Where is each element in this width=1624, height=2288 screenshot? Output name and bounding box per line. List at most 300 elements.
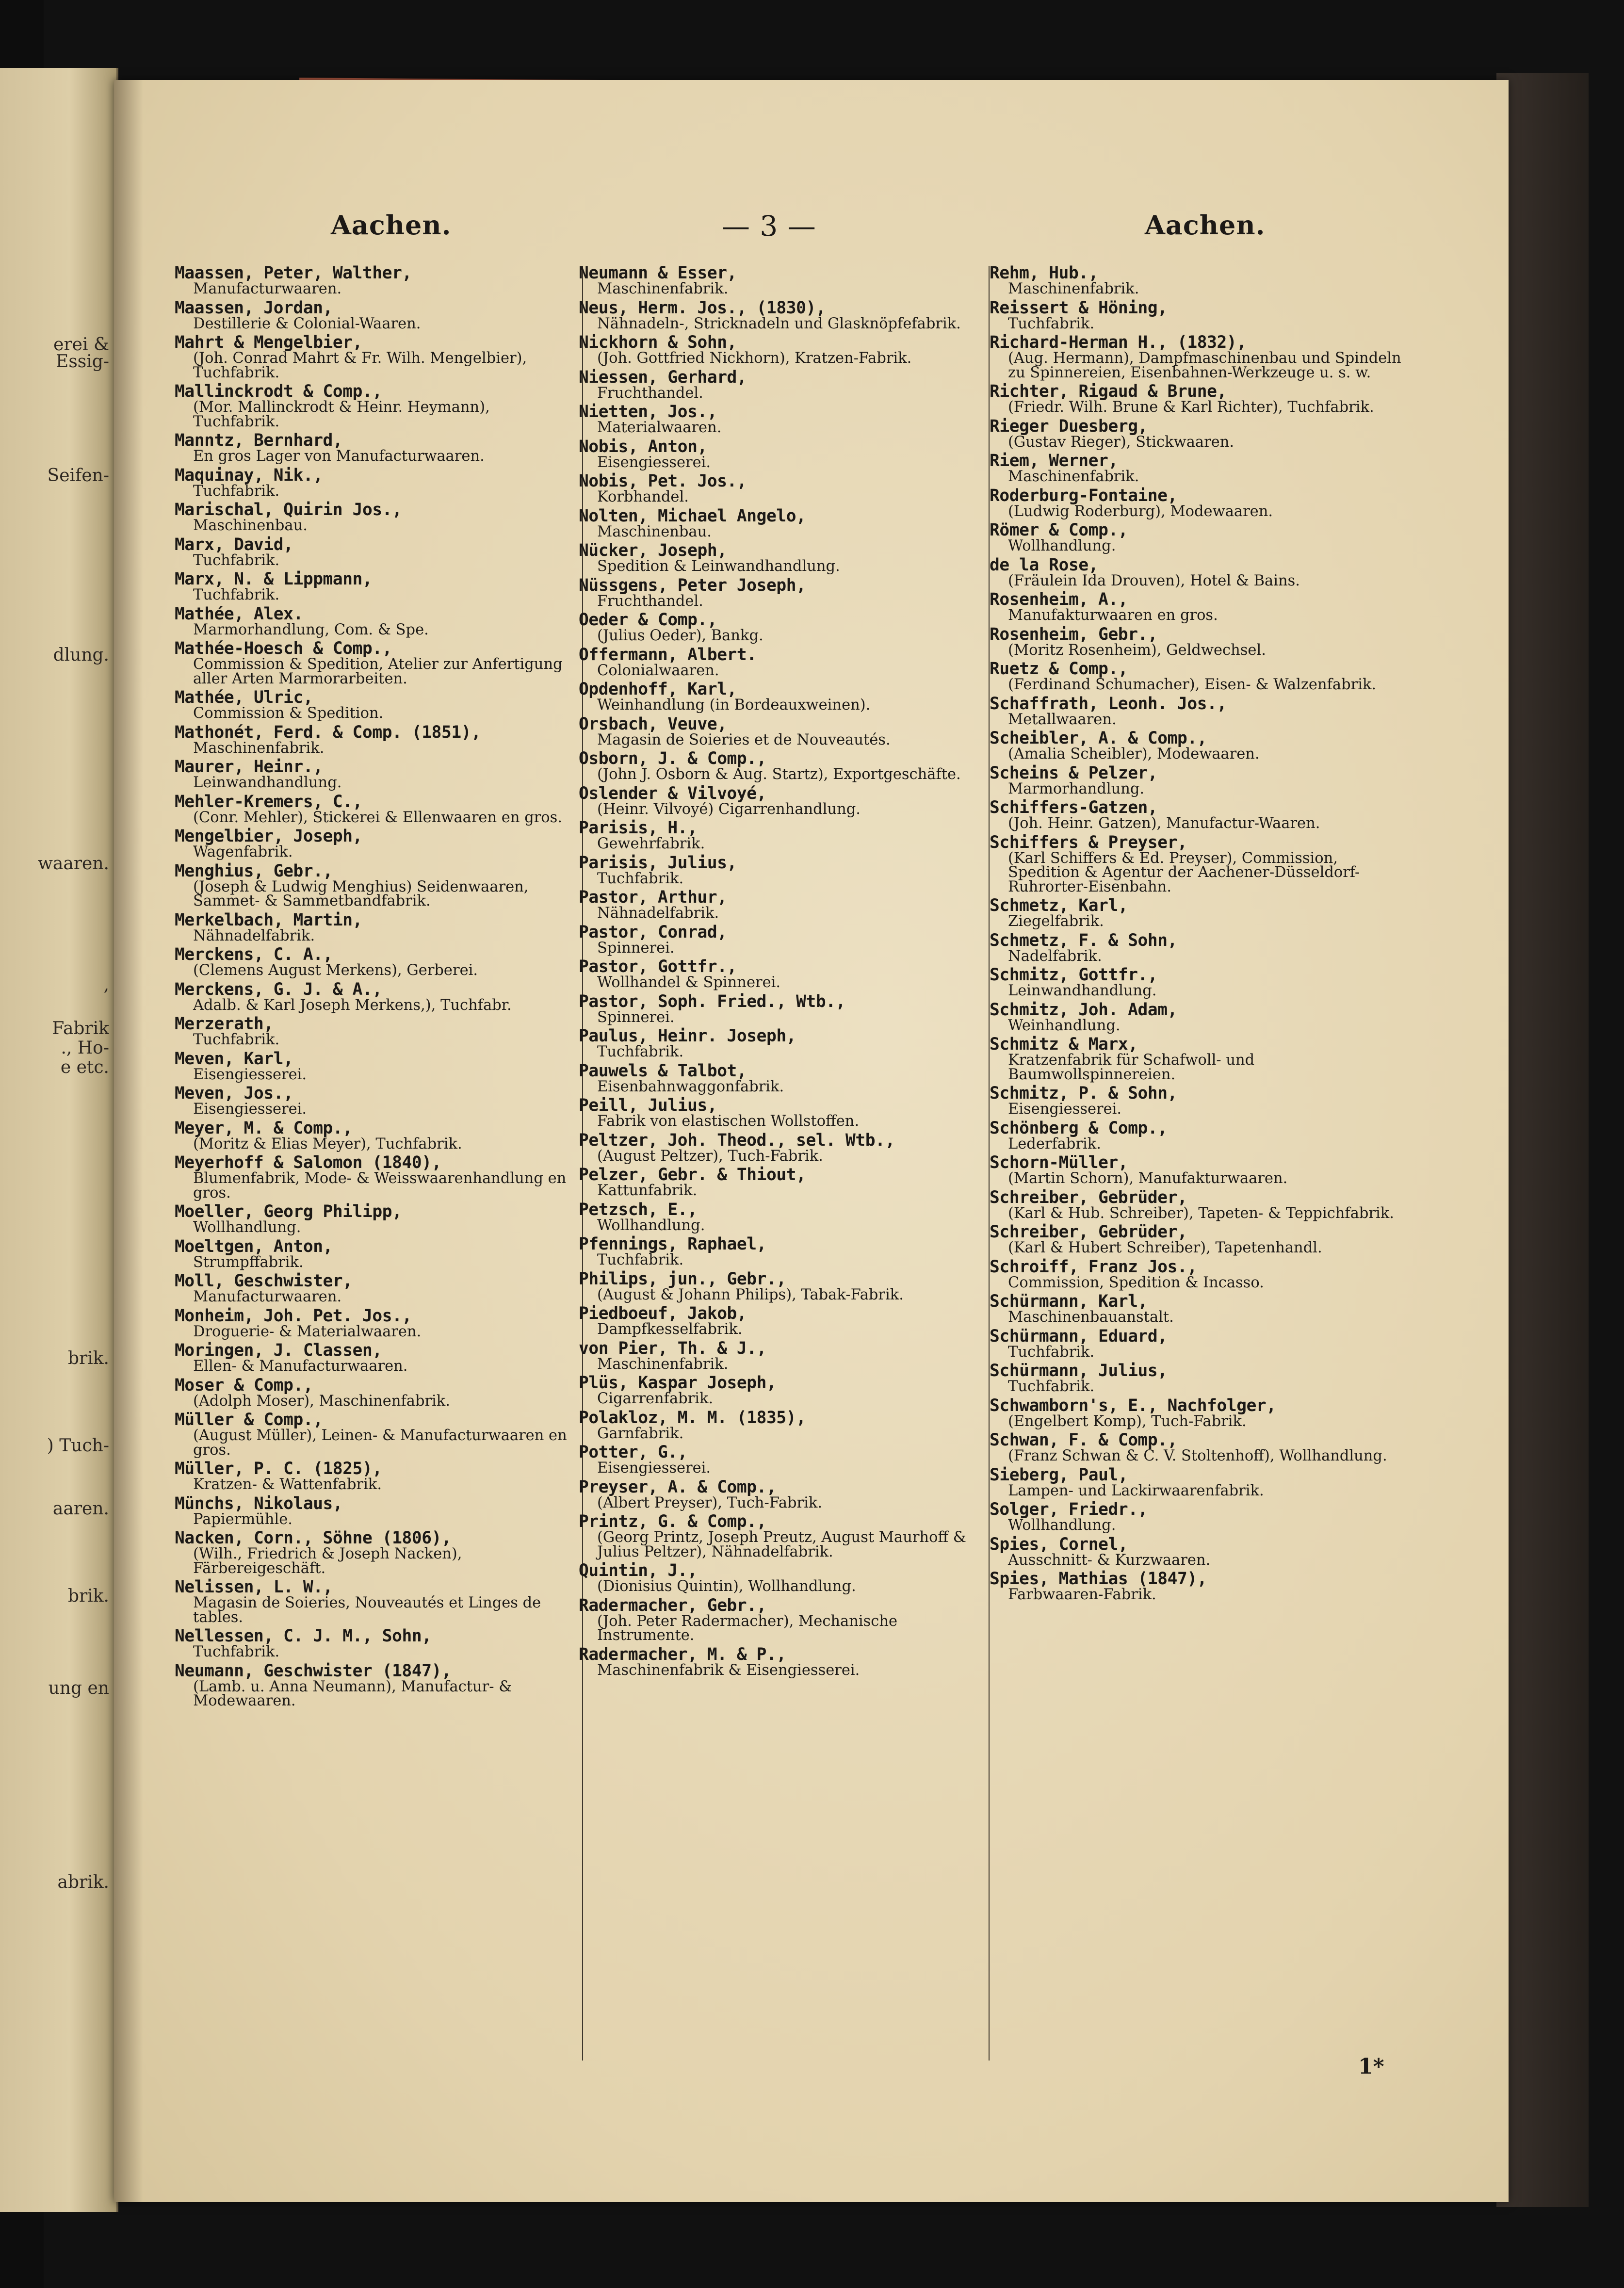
firm-name: de la Rose, [990,555,1099,575]
directory-entry [579,1409,978,1441]
directory-entry [175,689,575,721]
firm-description: (Engelbert Komp), Tuch-Fabrik. [1008,1412,1247,1430]
directory-entry [175,640,575,686]
firm-name: Marx, N. & Lippmann, [175,569,373,589]
firm-name: Müller, P. C. (1825), [175,1459,382,1478]
firm-description: Eisengiesserei. [1008,1101,1122,1118]
firm-description: (Lamb. u. Anna Neumann), Manufactur- & Modewaaren. [193,1678,512,1709]
firm-description: Wollhandlung. [193,1219,301,1236]
firm-description: Leinwandhandlung. [193,774,342,791]
firm-name: Pelzer, Gebr. & Thiout, [579,1165,806,1185]
directory-entry [990,660,1402,692]
firm-name: Printz, G. & Comp., [579,1512,767,1531]
previous-page-text-fragment: erei & [53,335,109,355]
directory-entry [579,854,978,886]
firm-name: Marx, David, [175,535,293,554]
directory-entry [175,1015,575,1047]
firm-name: Schmitz, Gottfr., [990,965,1158,985]
directory-entry [579,1305,978,1337]
firm-description: Spinnerei. [597,1008,675,1026]
firm-description: Colonialwaaren. [597,662,719,679]
firm-name: Orsbach, Veuve, [579,714,727,734]
firm-name: Nücker, Joseph, [579,541,727,560]
firm-description: (Moritz & Elias Meyer), Tuchfabrik. [193,1135,462,1152]
directory-entry [990,1570,1402,1602]
directory-entry [175,467,575,499]
directory-entry [579,819,978,851]
firm-name: Schorn-Müller, [990,1153,1128,1172]
firm-description: (Ferdinand Schumacher), Eisen- & Walzenfabrik. [1008,676,1377,693]
directory-entry [579,1513,978,1559]
directory-entry [579,1027,978,1059]
firm-description: (Karl & Hubert Schreiber), Tapetenhandl. [1008,1239,1322,1256]
firm-name: Meven, Karl, [175,1049,293,1069]
firm-description: Manufacturwaaren. [193,280,342,297]
firm-name: von Pier, Th. & J., [579,1338,767,1358]
firm-name: Oslender & Vilvoyé, [579,783,767,803]
firm-name: Offermann, Albert. [579,645,757,665]
firm-description: Maschinenbau. [597,523,712,540]
firm-description: Strumpffabrik. [193,1253,304,1271]
directory-entry [990,1189,1402,1221]
firm-name: Merckens, G. J. & A., [175,979,382,999]
firm-description: Metallwaaren. [1008,711,1117,728]
firm-description: Tuchfabrik. [597,1251,684,1268]
firm-name: Schwan, F. & Comp., [990,1430,1178,1450]
firm-name: Pastor, Gottfr., [579,957,737,976]
directory-entry [579,507,978,539]
directory-entry [990,897,1402,929]
firm-description: Tuchfabrik. [193,1643,280,1660]
firm-name: Münchs, Nikolaus, [175,1493,343,1513]
firm-name: Radermacher, Gebr., [579,1595,767,1615]
directory-entry [990,521,1402,553]
directory-entry [990,834,1402,894]
firm-name: Müller & Comp., [175,1410,323,1429]
directory-entry [579,299,978,331]
firm-name: Meyer, M. & Comp., [175,1118,353,1138]
previous-page-text-fragment: brik. [67,1348,109,1368]
firm-name: Piedboeuf, Jakob, [579,1304,747,1323]
firm-description: Eisenbahnwaggonfabrik. [597,1078,784,1095]
firm-name: Pfennings, Raphael, [579,1234,767,1254]
firm-description: Eisengiesserei. [193,1066,307,1083]
firm-description: (John J. Osborn & Aug. Startz), Exportgeschäfte. [597,766,961,783]
directory-entry [175,1342,575,1374]
previous-page-text-fragment: ) Tuch- [47,1436,109,1456]
firm-name: Pastor, Soph. Fried., Wtb., [579,991,846,1011]
firm-description: Maschinenfabrik. [1008,280,1139,297]
firm-description: (Martin Schorn), Manufakturwaaren. [1008,1170,1288,1187]
directory-entry [990,1328,1402,1360]
firm-name: Parisis, H., [579,818,698,838]
firm-description: (Amalia Scheibler), Modewaaren. [1008,746,1260,763]
firm-name: Moeller, Georg Philipp, [175,1202,402,1221]
directory-entry [990,966,1402,998]
firm-name: Polakloz, M. M. (1835), [579,1408,806,1428]
directory-entry [990,764,1402,796]
firm-description: Maschinenfabrik & Eisengiesserei. [597,1661,860,1679]
directory-entry [990,1120,1402,1152]
directory-entry [175,793,575,825]
firm-description: (Friedr. Wilh. Brune & Karl Richter), Tuchfabrik. [1008,399,1374,416]
page-number: — 3 — [722,210,816,243]
directory-entry [175,828,575,860]
directory-entry [175,724,575,756]
firm-description: Tuchfabrik. [1008,1343,1095,1361]
firm-description: Manufakturwaaren en gros. [1008,607,1218,624]
directory-entry [990,452,1402,484]
firm-name: Schönberg & Comp., [990,1118,1168,1138]
firm-description: Weinhandlung. [1008,1017,1121,1034]
directory-entry [990,418,1402,450]
firm-description: Eisengiesserei. [597,454,711,471]
directory-entry [990,264,1402,296]
directory-entry [579,1166,978,1198]
directory-entry [990,1293,1402,1325]
firm-description: Tuchfabrik. [597,1043,684,1060]
firm-name: Rosenheim, Gebr., [990,624,1158,644]
firm-description: Droguerie- & Materialwaaren. [193,1323,422,1340]
directory-entry [175,1120,575,1152]
firm-name: Schmitz, P. & Sohn, [990,1084,1178,1103]
firm-description: (Wilh., Friedrich & Joseph Nacken), Färbereigeschäft. [193,1545,462,1577]
firm-description: (Gustav Rieger), Stickwaaren. [1008,433,1234,451]
firm-name: Nobis, Pet. Jos., [579,471,747,491]
previous-page-text-fragment: , [103,975,109,995]
directory-entry [175,1050,575,1082]
directory-entry [175,1627,575,1659]
directory-entry [175,536,575,568]
directory-entry [990,383,1402,415]
firm-name: Merzerath, [175,1014,274,1034]
firm-description: Wollhandlung. [1008,1517,1116,1534]
firm-description: Maschinenbau. [193,517,308,534]
firm-description: Tuchfabrik. [193,1031,280,1048]
directory-entry [579,993,978,1025]
firm-name: Sieberg, Paul, [990,1465,1128,1485]
directory-entry [990,730,1402,762]
directory-entry [579,1062,978,1094]
firm-name: Marischal, Quirin Jos., [175,500,402,519]
firm-name: Merkelbach, Martin, [175,910,363,930]
directory-entry [175,946,575,978]
firm-description: (Franz Schwan & C. V. Stoltenhoff), Wollhandlung. [1008,1447,1387,1464]
firm-description: (Joh. Gottfried Nickhorn), Kratzen-Fabrik. [597,350,912,367]
firm-description: Tuchfabrik. [193,482,280,500]
firm-description: Ziegelfabrik. [1008,913,1104,930]
firm-description: Weinhandlung (in Bordeauxweinen). [597,697,871,714]
directory-entry [990,1223,1402,1255]
firm-description: Tuchfabrik. [597,870,684,887]
firm-description: Leinwandhandlung. [1008,982,1157,999]
previous-page-text-fragment: ung en [48,1678,109,1698]
firm-name: Schaffrath, Leonh. Jos., [990,694,1227,714]
directory-entry [175,862,575,909]
directory-entry [579,403,978,435]
firm-name: Scheins & Pelzer, [990,763,1158,783]
firm-description: Manufacturwaaren. [193,1288,342,1305]
firm-name: Moll, Geschwister, [175,1271,353,1291]
firm-name: Nellessen, C. J. M., Sohn, [175,1626,432,1646]
firm-description: Kratzenfabrik für Schafwoll- und Baumwollspinnereien. [1008,1052,1255,1083]
firm-name: Plüs, Kaspar Joseph, [579,1373,777,1393]
firm-name: Schmetz, Karl, [990,896,1128,915]
directory-entry [579,577,978,609]
directory-entry [990,1536,1402,1568]
directory-entry [579,334,978,366]
firm-name: Riem, Werner, [990,451,1118,471]
firm-description: Tuchfabrik. [193,586,280,603]
firm-name: Maquinay, Nik., [175,465,323,485]
firm-description: (Fräulein Ida Drouven), Hotel & Bains. [1008,572,1300,589]
firm-description: Tuchfabrik. [1008,315,1095,332]
firm-description: (Georg Printz, Joseph Preutz, August Maurhoff & Julius Peltzer), Nähnadelfabrik. [597,1529,966,1560]
firm-name: Mehler-Kremers, C., [175,792,363,811]
firm-name: Parisis, Julius, [579,853,737,873]
firm-name: Reissert & Höning, [990,298,1168,318]
firm-name: Spies, Cornel, [990,1534,1128,1554]
directory-entry [175,1154,575,1200]
directory-entry [175,264,575,296]
firm-description: Kratzen- & Wattenfabrik. [193,1476,382,1493]
firm-description: Commission, Spedition & Incasso. [1008,1274,1264,1291]
directory-entry [579,646,978,678]
firm-name: Manntz, Bernhard, [175,431,343,450]
firm-name: Moser & Comp., [175,1375,313,1395]
firm-name: Paulus, Heinr. Joseph, [579,1026,796,1046]
firm-name: Meyerhoff & Salomon (1840), [175,1153,442,1172]
directory-entry [175,1495,575,1527]
firm-description: (Moritz Rosenheim), Geldwechsel. [1008,641,1266,659]
directory-entry [990,799,1402,831]
previous-page-text-fragment: Seifen- [47,466,109,486]
previous-page-text-fragment: waaren. [38,854,109,874]
firm-description: (Heinr. Vilvoyé) Cigarrenhandlung. [597,800,861,818]
firm-name: Rosenheim, A., [990,590,1128,609]
firm-name: Moringen, J. Classen, [175,1341,382,1360]
firm-name: Mengelbier, Joseph, [175,827,363,846]
directory-entry [175,1085,575,1117]
directory-entry [579,1270,978,1302]
directory-entry [579,472,978,504]
firm-name: Schürmann, Karl, [990,1292,1148,1311]
directory-column-3 [990,264,1402,1605]
running-head-left: Aachen. [331,210,452,241]
firm-description: (Karl & Hub. Schreiber), Tapeten- & Teppichfabrik. [1008,1204,1394,1222]
firm-name: Schmitz, Joh. Adam, [990,1000,1178,1020]
firm-name: Mathée-Hoesch & Comp., [175,639,392,658]
directory-entry [990,1431,1402,1463]
firm-description: Materialwaaren. [597,419,722,436]
firm-description: Dampfkesselfabrik. [597,1321,743,1338]
directory-entry [175,1377,575,1409]
firm-name: Ruetz & Comp., [990,659,1128,679]
previous-page-text-fragment: abrik. [57,1872,109,1892]
directory-entry [579,1235,978,1267]
firm-name: Meven, Jos., [175,1084,293,1103]
directory-entry [175,570,575,602]
directory-entry [579,611,978,643]
firm-name: Mathée, Alex. [175,604,303,624]
directory-entry [175,1307,575,1339]
firm-description: (August Peltzer), Tuch-Fabrik. [597,1147,823,1165]
directory-entry [990,1085,1402,1117]
firm-name: Nickhorn & Sohn, [579,333,737,352]
previous-page-text-fragment: aaren. [52,1499,109,1519]
firm-name: Peltzer, Joh. Theod., sel. Wtb., [579,1130,895,1150]
directory-entry [579,1478,978,1510]
directory-entry [579,264,978,296]
directory-entry [175,1529,575,1575]
directory-entry [175,1203,575,1235]
directory-entry [579,958,978,990]
directory-entry [990,1501,1402,1533]
signature-mark: 1* [1358,2054,1384,2079]
firm-name: Roderburg-Fontaine, [990,486,1178,505]
firm-description: Fruchthandel. [597,384,703,402]
directory-entry [990,1154,1402,1186]
firm-name: Niessen, Gerhard, [579,367,747,387]
firm-description: Tuchfabrik. [1008,1378,1095,1395]
directory-entry [990,1001,1402,1033]
firm-description: Lederfabrik. [1008,1135,1101,1152]
firm-description: Tuchfabrik. [193,552,280,569]
firm-name: Moeltgen, Anton, [175,1236,333,1256]
directory-entry [579,1562,978,1594]
firm-name: Rehm, Hub., [990,263,1099,283]
firm-name: Philips, jun., Gebr., [579,1269,786,1289]
firm-name: Schreiber, Gebrüder, [990,1222,1187,1242]
firm-description: (Clemens August Merkens), Gerberei. [193,962,478,979]
firm-description: (August Müller), Leinen- & Manufacturwaaren en gros. [193,1427,567,1459]
firm-description: Wollhandlung. [597,1217,705,1234]
firm-description: (Joh. Peter Radermacher), Mechanische Instrumente. [597,1612,898,1644]
firm-name: Menghius, Gebr., [175,861,333,881]
firm-description: Fruchthandel. [597,592,703,610]
firm-description: (Karl Schiffers & Ed. Preyser), Commission, Spedition & Agentur der Aachener-Düsseldorf-Ruhrorter-Eisenbahn. [1008,849,1360,895]
firm-description: Wollhandlung. [1008,537,1116,554]
directory-entry [990,487,1402,519]
firm-description: Gewehrfabrik. [597,835,705,852]
directory-entry [990,1466,1402,1498]
firm-name: Monheim, Joh. Pet. Jos., [175,1306,412,1326]
firm-name: Radermacher, M. & P., [579,1644,786,1664]
firm-description: Adalb. & Karl Joseph Merkens,), Tuchfabr. [193,996,512,1014]
directory-entry [579,369,978,401]
directory-entry [175,605,575,637]
firm-name: Pauwels & Talbot, [579,1061,747,1081]
firm-name: Maurer, Heinr., [175,757,323,777]
firm-description: (Conr. Mehler), Stickerei & Ellenwaaren en gros. [193,809,563,826]
firm-name: Schmetz, F. & Sohn, [990,930,1178,950]
firm-name: Neus, Herm. Jos., (1830), [579,298,826,318]
directory-entry [990,1036,1402,1082]
directory-entry [579,1097,978,1129]
firm-name: Richter, Rigaud & Brune, [990,382,1227,401]
firm-description: Farbwaaren-Fabrik. [1008,1586,1156,1603]
firm-description: (Julius Oeder), Bankg. [597,627,763,644]
firm-name: Schroiff, Franz Jos., [990,1257,1197,1277]
firm-name: Schürmann, Eduard, [990,1326,1168,1346]
firm-name: Pastor, Arthur, [579,888,727,907]
firm-name: Römer & Comp., [990,520,1128,540]
firm-description: Magasin de Soieries, Nouveautés et Linges de tables. [193,1594,541,1626]
directory-entry [990,299,1402,331]
firm-description: Korbhandel. [597,488,689,505]
directory-column-1 [175,264,575,1711]
directory-entry [579,1646,978,1678]
firm-name: Maassen, Peter, Walther, [175,263,412,283]
firm-description: (Adolph Moser), Maschinenfabrik. [193,1392,450,1410]
directory-entry [175,334,575,380]
directory-entry [175,1662,575,1708]
directory-entry [175,758,575,790]
directory-entry [175,501,575,533]
firm-description: Eisengiesserei. [597,1460,711,1477]
firm-description: (Aug. Hermann), Dampfmaschinenbau und Spindeln zu Spinnereien, Eisenbahnen-Werkzeuge u. s. w. [1008,350,1401,381]
firm-description: Nähnadelfabrik. [597,905,719,922]
previous-page-text-fragment: Fabrik [52,1019,109,1039]
firm-name: Schiffers & Preyser, [990,832,1187,852]
firm-description: (Joseph & Ludwig Menghius) Seidenwaaren, Sammet- & Sammetbandfabrik. [193,878,529,909]
firm-description: Spedition & Leinwandhandlung. [597,558,840,575]
firm-name: Mallinckrodt & Comp., [175,382,382,401]
firm-name: Mathonét, Ferd. & Comp. (1851), [175,722,481,742]
firm-name: Opdenhoff, Karl, [579,680,737,699]
firm-description: Wagenfabrik. [193,844,293,860]
firm-description: Wollhandel & Spinnerei. [597,974,781,991]
directory-entry [579,1340,978,1372]
firm-name: Neumann & Esser, [579,263,737,283]
directory-entry [175,911,575,943]
firm-name: Richard-Herman H., (1832), [990,333,1247,352]
directory-entry [175,432,575,464]
directory-entry [990,334,1402,380]
directory-column-2 [579,264,978,1680]
firm-description: Garnfabrik. [597,1425,684,1442]
directory-entry [579,715,978,747]
directory-entry [990,932,1402,964]
firm-description: Lampen- und Lackirwaarenfabrik. [1008,1482,1264,1499]
directory-entry [175,1411,575,1457]
firm-name: Rieger Duesberg, [990,416,1148,436]
directory-entry [579,1597,978,1643]
firm-description: Ausschnitt- & Kurzwaaren. [1008,1551,1211,1569]
firm-description: Ellen- & Manufacturwaaren. [193,1358,408,1375]
firm-name: Maassen, Jordan, [175,298,333,318]
firm-description: Magasin de Soieries et de Nouveautés. [597,731,891,748]
firm-description: Nadelfabrik. [1008,947,1102,965]
directory-entry [579,750,978,782]
firm-description: (August & Johann Philips), Tabak-Fabrik. [597,1286,904,1303]
firm-name: Pastor, Conrad, [579,922,727,942]
previous-page-text-fragment: brik. [67,1586,109,1606]
firm-description: Commission & Spedition. [193,705,384,722]
directory-entry [175,1272,575,1304]
firm-description: Eisengiesserei. [193,1101,307,1118]
firm-description: (Dionisius Quintin), Wollhandlung. [597,1578,856,1595]
firm-name: Merckens, C. A., [175,945,333,964]
firm-name: Schiffers-Gatzen, [990,798,1158,817]
directory-entry [579,924,978,956]
firm-name: Nietten, Jos., [579,402,717,422]
firm-description: Maschinenfabrik. [1008,468,1139,485]
firm-description: En gros Lager von Manufacturwaaren. [193,448,485,465]
firm-description: (Mor. Mallinckrodt & Heinr. Heymann), Tuchfabrik. [193,399,490,430]
directory-entry [175,383,575,429]
directory-entry [579,889,978,921]
